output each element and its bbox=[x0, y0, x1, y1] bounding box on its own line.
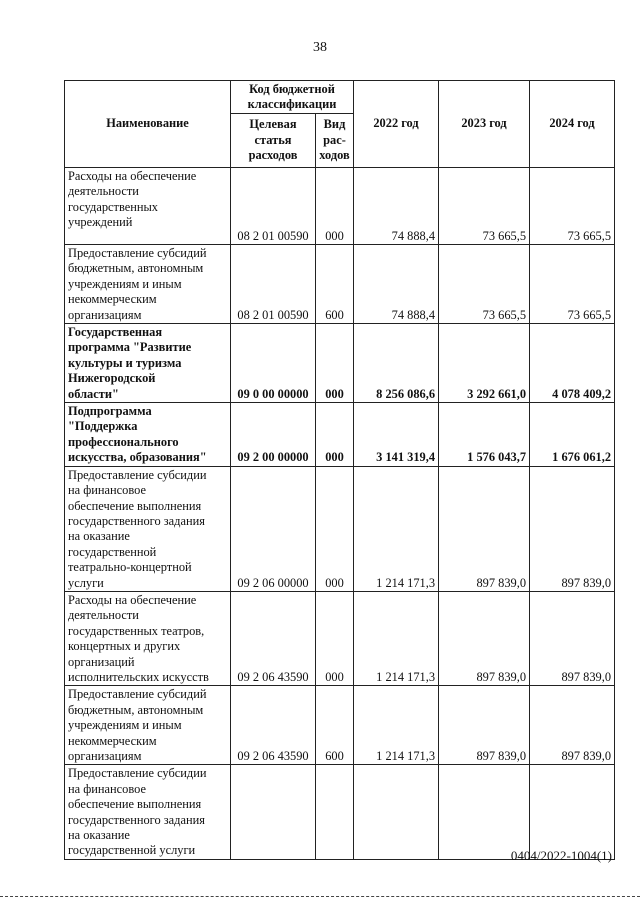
row-name-line: на оказание bbox=[68, 529, 130, 544]
row-name-line: исполнительских искусств bbox=[68, 669, 209, 684]
row-code: 09 2 06 43590 bbox=[231, 686, 316, 765]
header-code-group: Код бюджетной классификации bbox=[231, 81, 354, 114]
row-vid: 000 bbox=[316, 403, 354, 467]
row-name bbox=[65, 765, 231, 859]
row-name-line: Предоставление субсидий bbox=[68, 687, 207, 702]
row-name-line: государственной услуги bbox=[68, 843, 196, 858]
header-row-top bbox=[65, 81, 615, 114]
row-name-line: профессионального bbox=[68, 434, 179, 449]
row-name-line: некоммерческим bbox=[68, 733, 157, 748]
row-name-line: Государственная bbox=[68, 325, 163, 340]
row-name-line: Расходы на обеспечение bbox=[68, 169, 197, 183]
row-name-line: Нижегородской bbox=[68, 371, 156, 386]
row-name-line: государственных театров, bbox=[68, 623, 205, 638]
row-2024: 4 078 409,2 bbox=[530, 324, 615, 403]
row-2024 bbox=[530, 765, 615, 859]
row-name bbox=[65, 466, 231, 591]
page-number: 38 bbox=[313, 40, 327, 55]
header-2024: 2024 год bbox=[530, 81, 615, 168]
row-name-line: Расходы на обеспечение bbox=[68, 592, 197, 607]
row-name-line: деятельности bbox=[68, 184, 139, 199]
row-name-line: организациям bbox=[68, 307, 142, 322]
row-code: 09 0 00 00000 bbox=[231, 324, 316, 403]
row-name-line: на оказание bbox=[68, 828, 130, 843]
row-name-line: концертных и других bbox=[68, 639, 181, 654]
row-name-line: театрально-концертной bbox=[68, 560, 192, 575]
row-name-line: искусства, образования" bbox=[68, 450, 207, 465]
budget-table bbox=[64, 80, 615, 860]
row-2024: 73 665,5 bbox=[530, 168, 615, 245]
row-name-line: Предоставление субсидий bbox=[68, 246, 207, 260]
table-row bbox=[65, 686, 615, 765]
row-name-line: организациям bbox=[68, 749, 142, 763]
row-2023: 897 839,0 bbox=[439, 591, 530, 685]
row-name-line: некоммерческим bbox=[68, 292, 157, 307]
row-name bbox=[65, 324, 231, 403]
row-code: 09 2 06 00000 bbox=[231, 466, 316, 591]
row-name-line: на финансовое bbox=[68, 483, 146, 498]
row-2022: 74 888,4 bbox=[354, 168, 439, 245]
row-name-line: деятельности bbox=[68, 608, 139, 623]
row-2023: 897 839,0 bbox=[439, 686, 530, 765]
row-name-line: учреждений bbox=[68, 215, 133, 230]
table-row bbox=[65, 466, 615, 591]
row-2023: 73 665,5 bbox=[439, 168, 530, 245]
header-2023: 2023 год bbox=[439, 81, 530, 168]
header-2022: 2022 год bbox=[354, 81, 439, 168]
row-code bbox=[231, 765, 316, 859]
table-row bbox=[65, 245, 615, 324]
row-name bbox=[65, 686, 231, 765]
row-2022: 1 214 171,3 bbox=[354, 591, 439, 685]
row-name-line: организаций bbox=[68, 654, 135, 669]
row-vid: 000 bbox=[316, 466, 354, 591]
header-vid: Вид рас-ходов bbox=[316, 114, 354, 168]
header-name: Наименование bbox=[65, 81, 231, 168]
row-name-line: услуги bbox=[68, 575, 104, 590]
row-2024: 897 839,0 bbox=[530, 591, 615, 685]
row-code: 08 2 01 00590 bbox=[231, 168, 316, 245]
row-name-line: государственного задания bbox=[68, 513, 205, 528]
row-name bbox=[65, 168, 231, 245]
row-code: 09 2 00 00000 bbox=[231, 403, 316, 467]
row-2023: 3 292 661,0 bbox=[439, 324, 530, 403]
row-code: 09 2 06 43590 bbox=[231, 591, 316, 685]
row-name-line: обеспечение выполнения bbox=[68, 797, 202, 812]
row-name-line: учреждениям и иным bbox=[68, 276, 182, 291]
row-name-line: Предоставление субсидии bbox=[68, 467, 207, 482]
table-row bbox=[65, 403, 615, 467]
row-code: 08 2 01 00590 bbox=[231, 245, 316, 324]
row-2023: 897 839,0 bbox=[439, 466, 530, 591]
row-vid bbox=[316, 765, 354, 859]
table-row bbox=[65, 324, 615, 403]
row-name-line: Предоставление субсидии bbox=[68, 766, 207, 781]
row-2022: 8 256 086,6 bbox=[354, 324, 439, 403]
row-name bbox=[65, 245, 231, 324]
row-name-line: государственного задания bbox=[68, 812, 205, 827]
header-target: Целевая статья расходов bbox=[231, 114, 316, 168]
row-name-line: государственной bbox=[68, 544, 157, 559]
row-vid: 000 bbox=[316, 591, 354, 685]
row-name-line: Подпрограмма bbox=[68, 404, 152, 419]
bottom-rule bbox=[0, 896, 640, 897]
table-row bbox=[65, 765, 615, 859]
table-row bbox=[65, 168, 615, 245]
row-2024: 73 665,5 bbox=[530, 245, 615, 324]
row-2023: 73 665,5 bbox=[439, 245, 530, 324]
row-2024: 1 676 061,2 bbox=[530, 403, 615, 467]
row-name-line: учреждениям и иным bbox=[68, 718, 182, 733]
row-name-line: области" bbox=[68, 386, 119, 401]
row-vid: 000 bbox=[316, 168, 354, 245]
row-name-line: бюджетным, автономным bbox=[68, 261, 204, 276]
row-name-line: бюджетным, автономным bbox=[68, 702, 204, 717]
row-name-line: "Поддержка bbox=[68, 419, 138, 434]
row-name-line: государственных bbox=[68, 199, 159, 214]
row-name-line: программа "Развитие bbox=[68, 340, 192, 355]
row-vid: 600 bbox=[316, 245, 354, 324]
row-name-line: на финансовое bbox=[68, 781, 146, 796]
document-code: 0404/2022-1004(1) bbox=[510, 848, 612, 863]
row-2023 bbox=[439, 765, 530, 859]
row-name bbox=[65, 591, 231, 685]
row-2024: 897 839,0 bbox=[530, 686, 615, 765]
row-name-line: обеспечение выполнения bbox=[68, 498, 202, 513]
table-row bbox=[65, 591, 615, 685]
row-vid: 600 bbox=[316, 686, 354, 765]
row-2022: 74 888,4 bbox=[354, 245, 439, 324]
row-2024: 897 839,0 bbox=[530, 466, 615, 591]
row-2022: 1 214 171,3 bbox=[354, 686, 439, 765]
row-2022: 3 141 319,4 bbox=[354, 403, 439, 467]
row-2022 bbox=[354, 765, 439, 859]
row-name-line: культуры и туризма bbox=[68, 355, 182, 370]
row-2022: 1 214 171,3 bbox=[354, 466, 439, 591]
row-vid: 000 bbox=[316, 324, 354, 403]
row-name bbox=[65, 403, 231, 467]
row-2023: 1 576 043,7 bbox=[439, 403, 530, 467]
